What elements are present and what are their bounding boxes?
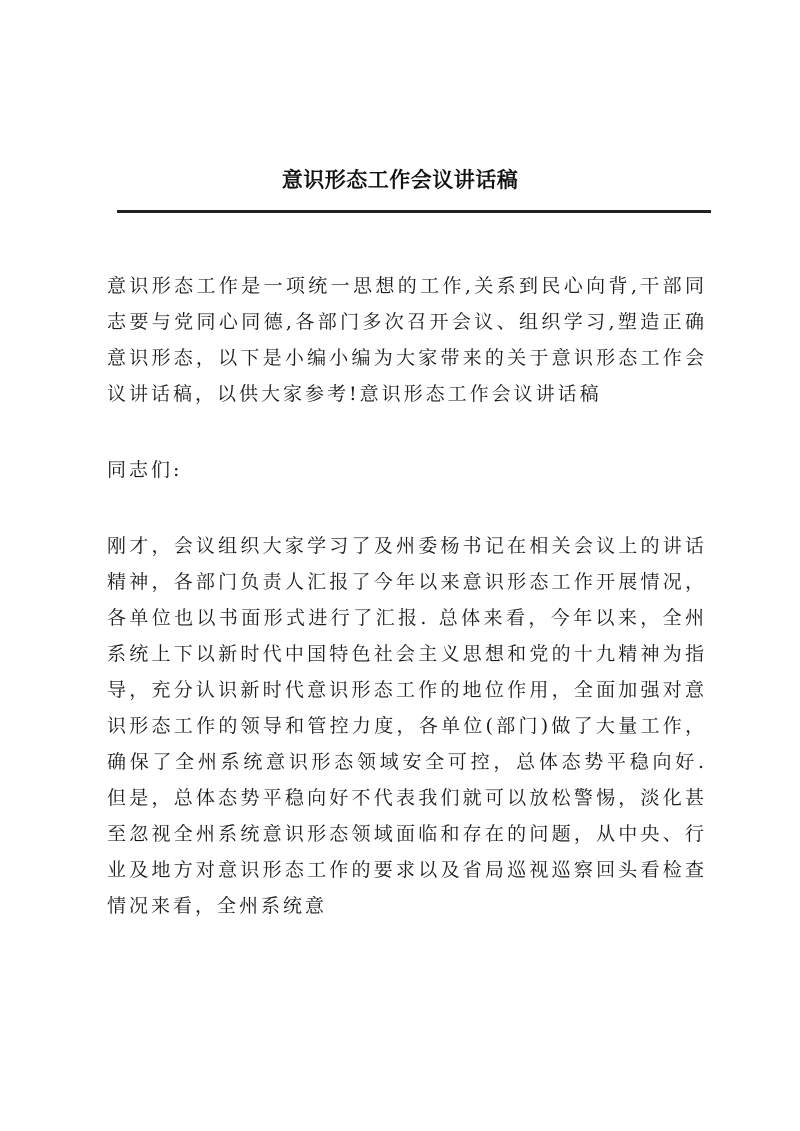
intro-paragraph: 意识形态工作是一项统一思想的工作,关系到民心向背,干部同志要与党同心同德,各部门多次召开会议、组织学习,塑造正确意识形态，以下是小编小编为大家带来的关于意识形态工作会议讲话稿，以供大家参考!意识形态工作会议讲话稿 xyxy=(107,275,707,405)
salutation: 同志们: xyxy=(107,459,183,481)
document-body xyxy=(107,268,707,924)
title-underline xyxy=(117,210,711,213)
document-title: 意识形态工作会议讲话稿 xyxy=(281,168,519,192)
main-paragraph: 刚才，会议组织大家学习了及州委杨书记在相关会议上的讲话精神，各部门负责人汇报了今年以来意识形态工作开展情况，各单位也以书面形式进行了汇报. 总体来看，今年以来，全州系统上下以新时代中国特色社会主义思想和党的十九精神为指导，充分认识新时代意识形态工作的地位作用，全面加强对意识形态工作的领导和管控力度，各单位(部门)做了大量工作，确保了全州系统意识形态领域安全可控，总体态势平稳向好. 但是，总体态势平稳向好不代表我们就可以放松警惕，淡化甚至忽视全州系统意识形态领域面临和存在的问题，从中央、行业及地方对意识形态工作的要求以及省局巡视巡察回头看检查情况来看，全州系统意 xyxy=(107,535,707,917)
